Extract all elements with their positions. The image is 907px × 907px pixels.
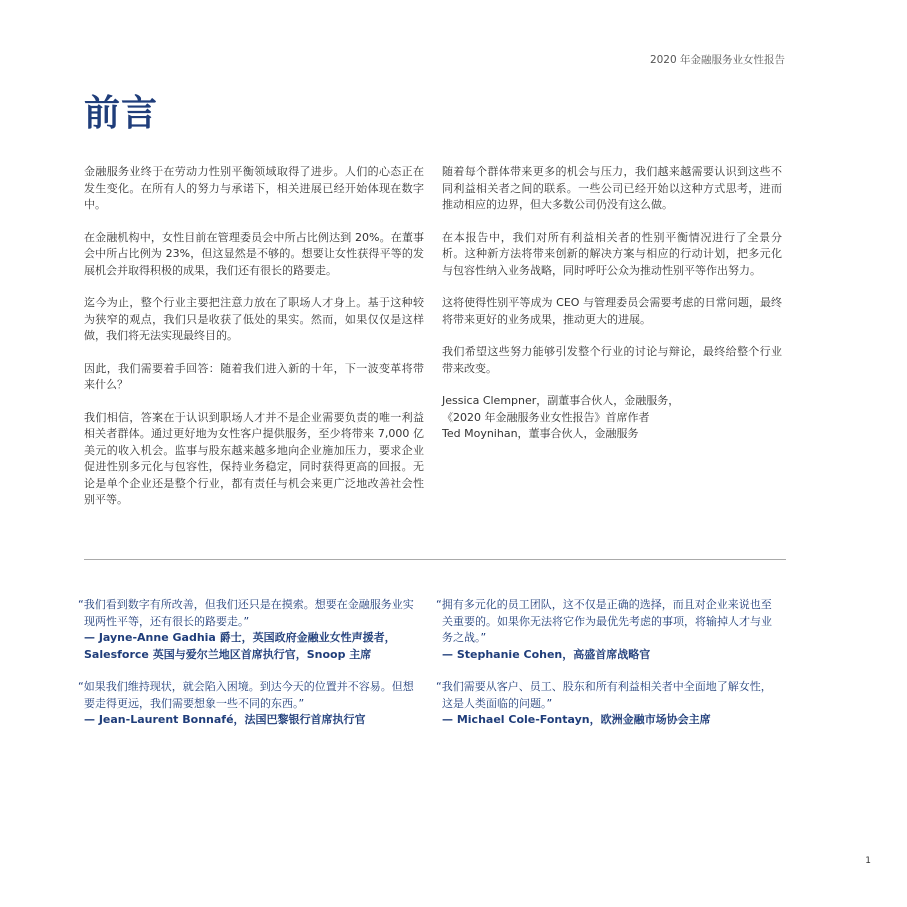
page-number: 1 [865, 856, 871, 866]
quote-text: “如果我们维持现状，就会陷入困境。到达今天的位置并不容易。但想要走得更远，我们需要想象一些不同的东西。” [78, 680, 414, 710]
quote-attribution: — Jean-Laurent Bonnafé，法国巴黎银行首席执行官 [84, 713, 366, 726]
pull-quote [436, 679, 781, 729]
body-paragraph: 因此，我们需要着手回答：随着我们进入新的十年，下一波变革将带来什么？ [84, 361, 424, 391]
left-text-column [84, 164, 424, 525]
author-signature-line: 《2020 年金融服务业女性报告》首席作者 [442, 410, 650, 424]
body-paragraph: 这将使得性别平等成为 CEO 与管理委员会需要考虑的日常问题，最终将带来更好的业务成果，推动更大的进展。 [442, 296, 782, 326]
quote-attribution: Salesforce 英国与爱尔兰地区首席执行官，Snoop 主席 [84, 647, 372, 661]
quote-attribution: — Jayne-Anne Gadhia 爵士，英国政府金融业女性声援者， [84, 631, 396, 644]
quotes-left-column [78, 597, 423, 745]
quote-attribution: — Michael Cole-Fontayn，欧洲金融市场协会主席 [442, 713, 711, 726]
body-paragraph: 迄今为止，整个行业主要把注意力放在了职场人才身上。基于这种较为狭窄的观点，我们只是收获了低处的果实。然而，如果仅仅是这样做，我们将无法实现最终目的。 [84, 296, 424, 342]
author-signature-line: Ted Moynihan，董事合伙人，金融服务 [442, 427, 639, 440]
quote-text: “我们需要从客户、员工、股东和所有利益相关者中全面地了解女性，这是人类面临的问题。” [436, 680, 772, 710]
report-header-title: 2020 年金融服务业女性报告 [649, 54, 785, 66]
quote-attribution: — Stephanie Cohen，高盛首席战略官 [442, 647, 651, 661]
body-paragraph: 在金融机构中，女性目前在管理委员会中所占比例达到 20%。在董事会中所占比例为 23%，但这显然是不够的。想要让女性获得平等的发展机会并取得积极的成果，我们还有很长的路要走。 [84, 230, 424, 277]
pull-quote [436, 597, 781, 663]
right-text-column [442, 164, 782, 443]
body-paragraph: 金融服务业终于在劳动力性别平衡领域取得了进步。人们的心态正在发生变化。在所有人的努力与承诺下，相关进展已经开始体现在数字中。 [84, 165, 424, 211]
body-paragraph: 随着每个群体带来更多的机会与压力，我们越来越需要认识到这些不同利益相关者之间的联系。一些公司已经开始以这种方式思考，进而推动相应的边界，但大多数公司仍没有这么做。 [442, 165, 782, 211]
body-paragraph: 我们希望这些努力能够引发整个行业的讨论与辩论，最终给整个行业带来改变。 [442, 345, 782, 375]
quote-text: “拥有多元化的员工团队，这不仅是正确的选择，而且对企业来说也至关重要的。如果你无法将它作为最优先考虑的事项，将输掉人才与业务之战。” [436, 598, 772, 644]
author-signature-block [442, 393, 782, 443]
pull-quote [78, 679, 423, 729]
pull-quote [78, 597, 423, 663]
body-paragraph: 我们相信，答案在于认识到职场人才并不是企业需要负责的唯一利益相关者群体。通过更好地为女性客户提供服务，至少将带来 7,000 亿美元的收入机会。监事与股东越来越多地向企业施加压力，要求企业促进性别多元化与包容性，保持业务稳定，同时获得更高的回报。无论是单个企业还是整个行业，都有责任与机会来更广泛地改善社会性别平等。 [84, 410, 424, 506]
author-signature-line: Jessica Clempner，副董事合伙人，金融服务， [442, 394, 680, 407]
body-paragraph: 在本报告中，我们对所有利益相关者的性别平衡情况进行了全景分析。这种新方法将带来创新的解决方案与相应的行动计划，把多元化与包容性纳入业务战略，同时呼吁公众为推动性别平等作出努力。 [442, 230, 782, 277]
quotes-right-column [436, 597, 781, 745]
page-title: 前言 [84, 93, 159, 134]
quote-text: “我们看到数字有所改善，但我们还只是在摸索。想要在金融服务业实现两性平等，还有很长的路要走。” [78, 598, 414, 628]
section-divider [84, 559, 786, 560]
